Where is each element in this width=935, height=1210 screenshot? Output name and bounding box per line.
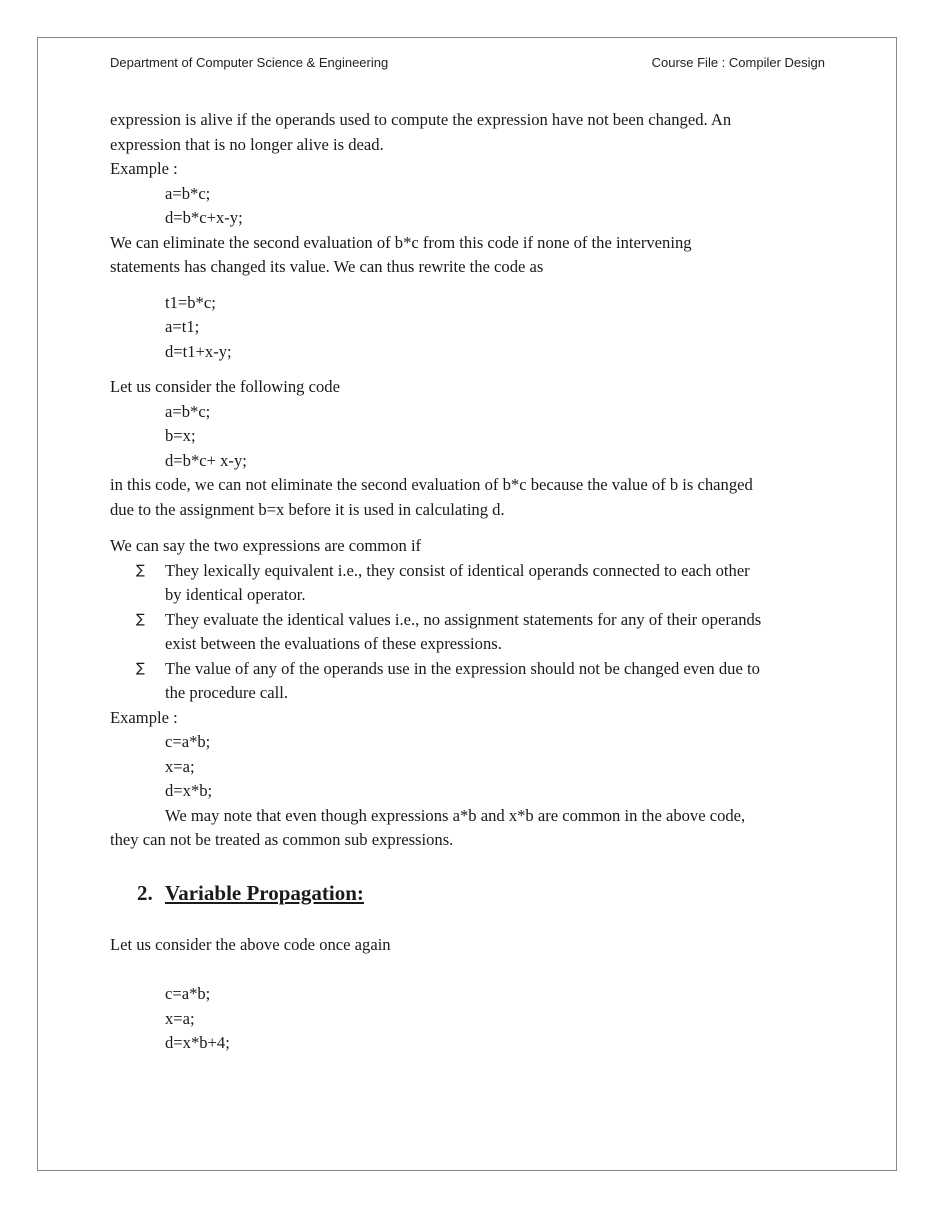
paragraph-line: in this code, we can not eliminate the second evaluation of b*c because the value of b is changed [110, 475, 753, 494]
code-line: a=t1; [165, 317, 200, 336]
code-line: d=b*c+ x-y; [165, 450, 247, 470]
paragraph-line: We can eliminate the second evaluation of b*c from this code if none of the intervening [110, 232, 692, 252]
example-label: Example : [110, 159, 178, 178]
paragraph-line: We can say the two expressions are common if [110, 536, 422, 555]
list-item: ∑ They lexically equivalent i.e., they consist of identical operands connected to each other by identical operator. [136, 560, 750, 604]
code-line: a=b*c; [165, 183, 211, 203]
section-number: 2. [137, 880, 153, 905]
header-department: Department of Computer Science & Engineering [110, 55, 389, 70]
sigma-bullet-icon: ∑ [136, 660, 145, 676]
sigma-bullet-icon: ∑ [136, 562, 145, 578]
paragraph-line: We may note that even though expressions a*b and x*b are common in the above code, [165, 805, 746, 825]
paragraph-line: expression that is no longer alive is dead. [110, 134, 384, 154]
paragraph-line: expression is alive if the operands used to compute the expression have not been changed. An [110, 110, 732, 129]
sigma-bullet-icon: ∑ [136, 611, 145, 627]
code-line: x=a; [165, 756, 195, 776]
code-line: c=a*b; [165, 984, 211, 1003]
paragraph-line: due to the assignment b=x before it is used in calculating d. [110, 499, 505, 519]
section-title: Variable Propagation: [165, 880, 364, 905]
code-line: b=x; [165, 426, 196, 445]
header-course-file: Course File : Compiler Design [651, 55, 825, 70]
paragraph-line: statements has changed its value. We can thus rewrite the code as [110, 257, 544, 276]
conditions-list [110, 559, 826, 706]
list-item: ∑ They evaluate the identical values i.e., no assignment statements for any of their operands exist between the evaluations of these expressions. [136, 609, 762, 653]
code-line: d=b*c+x-y; [165, 208, 243, 227]
section-heading [110, 878, 826, 908]
code-line: a=b*c; [165, 401, 211, 421]
paragraph-line: they can not be treated as common sub expressions. [110, 830, 454, 849]
code-line: t1=b*c; [165, 292, 216, 312]
example-label: Example : [110, 707, 178, 727]
code-line: x=a; [165, 1008, 195, 1028]
document-body [110, 108, 826, 1056]
code-line: d=t1+x-y; [165, 341, 232, 361]
paragraph-line: Let us consider the following code [110, 377, 340, 396]
list-item: ∑ The value of any of the operands use in the expression should not be changed even due to the procedure call. [136, 658, 760, 702]
code-line: d=x*b+4; [165, 1033, 230, 1052]
code-line: c=a*b; [165, 732, 211, 751]
code-line: d=x*b; [165, 781, 213, 800]
paragraph-line: Let us consider the above code once again [110, 934, 391, 954]
